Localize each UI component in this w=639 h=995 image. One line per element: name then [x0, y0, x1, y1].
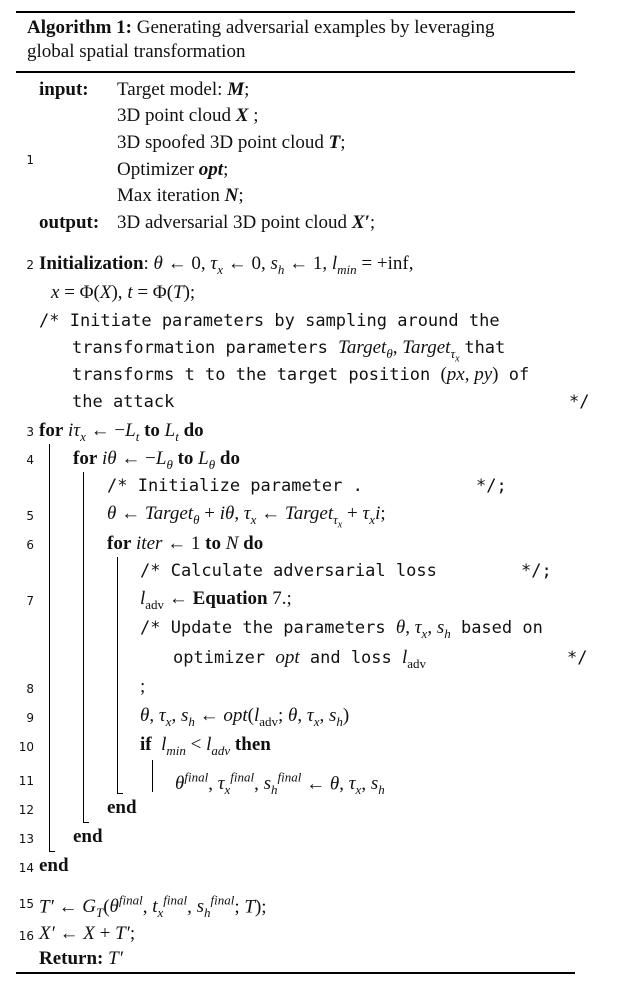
line-number-2: 2 [26, 258, 34, 272]
block-bar-outer [49, 444, 50, 852]
comment-end-3: */; [521, 561, 552, 581]
for-iter-line: for iter ← 1 to N do [107, 533, 264, 554]
comment-initiate-2: transformation parameters Target$_\theta$, Target$_{\tau_x}$ that [72, 337, 506, 365]
comment-end-1: */ [569, 392, 590, 412]
comment-initiate-4: the attack [72, 392, 175, 412]
algorithm-caption [27, 16, 572, 64]
optimizer-step-line: θ, $\tau_x$, $s_h$ ← $opt(l_{adv}$; θ, $\tau_x$, $s_h$) [140, 705, 350, 729]
comment-end-4: */ [567, 648, 588, 668]
line-number-10: 10 [18, 740, 34, 754]
line-number-12: 12 [18, 803, 34, 817]
input-1: Target model: M; [117, 79, 250, 100]
line-number-16: 16 [18, 929, 34, 943]
input-3: 3D spoofed 3D point cloud T; [117, 132, 346, 153]
initialization-line-2: x = Φ(X), t = Φ(T); [51, 282, 196, 303]
caption-rule [16, 71, 575, 73]
output-1: 3D adversarial 3D point cloud X′; [117, 212, 376, 233]
block-bar-theta [83, 472, 84, 823]
adversarial-line: X′ ← X + T′; [39, 923, 136, 944]
line-number-6: 6 [26, 538, 34, 552]
line-number-5: 5 [26, 509, 34, 523]
assign-final-line: $\theta^{final}$, $\tau_x^{final}$, $s_h^{final}$ ← θ, $\tau_x$, $s_h$ [175, 770, 385, 798]
empty-statement: ; [140, 676, 146, 697]
algorithm-title-2: global spatial transformation [27, 41, 246, 62]
line-number-14: 14 [18, 861, 34, 875]
initialization-line: Initialization: θ ← 0, $\tau_x$ ← 0, $s_h$ ← 1, $l_{min} = +inf$, [39, 253, 414, 277]
bottom-rule [16, 972, 575, 974]
return-line: Return: T′ [39, 948, 123, 969]
end-iter: end [107, 797, 137, 818]
line-number-3: 3 [26, 425, 34, 439]
block-bar-if [152, 760, 153, 792]
comment-end-2: */; [476, 476, 507, 496]
for-tau-line: for $i\tau_x$ ← $-L_t$ to $L_t$ do [39, 420, 204, 444]
input-keyword: input: [39, 79, 89, 100]
if-line: if $l_{min} < l_{adv}$ then [140, 734, 271, 758]
block-tick-theta [83, 822, 89, 823]
comment-update-1: /* Update the parameters θ, $\tau_x$, $s_h$ based on [140, 617, 543, 641]
line-number-15: 15 [18, 897, 34, 911]
transform-line: T′ ← $G_T(\theta^{final}$, $t_x^{final}$, $s_h^{final}$; T); [39, 893, 267, 921]
line-number-7: 7 [26, 594, 34, 608]
for-theta-line: for iθ ← $-L_\theta$ to $L_\theta$ do [73, 448, 240, 472]
line-number-9: 9 [26, 711, 34, 725]
comment-calc-loss: /* Calculate adversarial loss [140, 561, 437, 581]
end-tau: end [39, 855, 69, 876]
line-number-13: 13 [18, 832, 34, 846]
algorithm-label: Algorithm 1: [27, 17, 133, 38]
block-tick-outer [49, 851, 55, 852]
end-theta: end [73, 826, 103, 847]
comment-initialize: /* Initialize parameter . [107, 476, 363, 496]
comment-initiate-1: /* Initiate parameters by sampling around the [39, 311, 500, 331]
top-rule [16, 11, 575, 13]
input-2: 3D point cloud X ; [117, 105, 259, 126]
block-tick-iter [117, 793, 123, 794]
line-number-11: 11 [18, 774, 34, 788]
line-number-1: 1 [26, 153, 34, 167]
block-bar-iter [117, 557, 118, 794]
output-keyword: output: [39, 212, 100, 233]
input-4: Optimizer opt; [117, 159, 229, 180]
update-target-line: θ ← Target$_\theta$ + iθ, $\tau_x$ ← Target$_{\tau_x}$ + $\tau_xi$; [107, 503, 386, 531]
algorithm-title-1: Generating adversarial examples by leveraging [136, 17, 495, 38]
line-number-4: 4 [26, 453, 34, 467]
comment-update-2: optimizer opt and loss $l_{adv}$ [173, 647, 427, 671]
loss-equation-line: $l_{adv}$ ← Equation 7.; [140, 588, 292, 612]
comment-initiate-3: transforms t to the target position (px, py) of [72, 364, 530, 385]
input-5: Max iteration N; [117, 185, 244, 206]
line-number-8: 8 [26, 682, 34, 696]
